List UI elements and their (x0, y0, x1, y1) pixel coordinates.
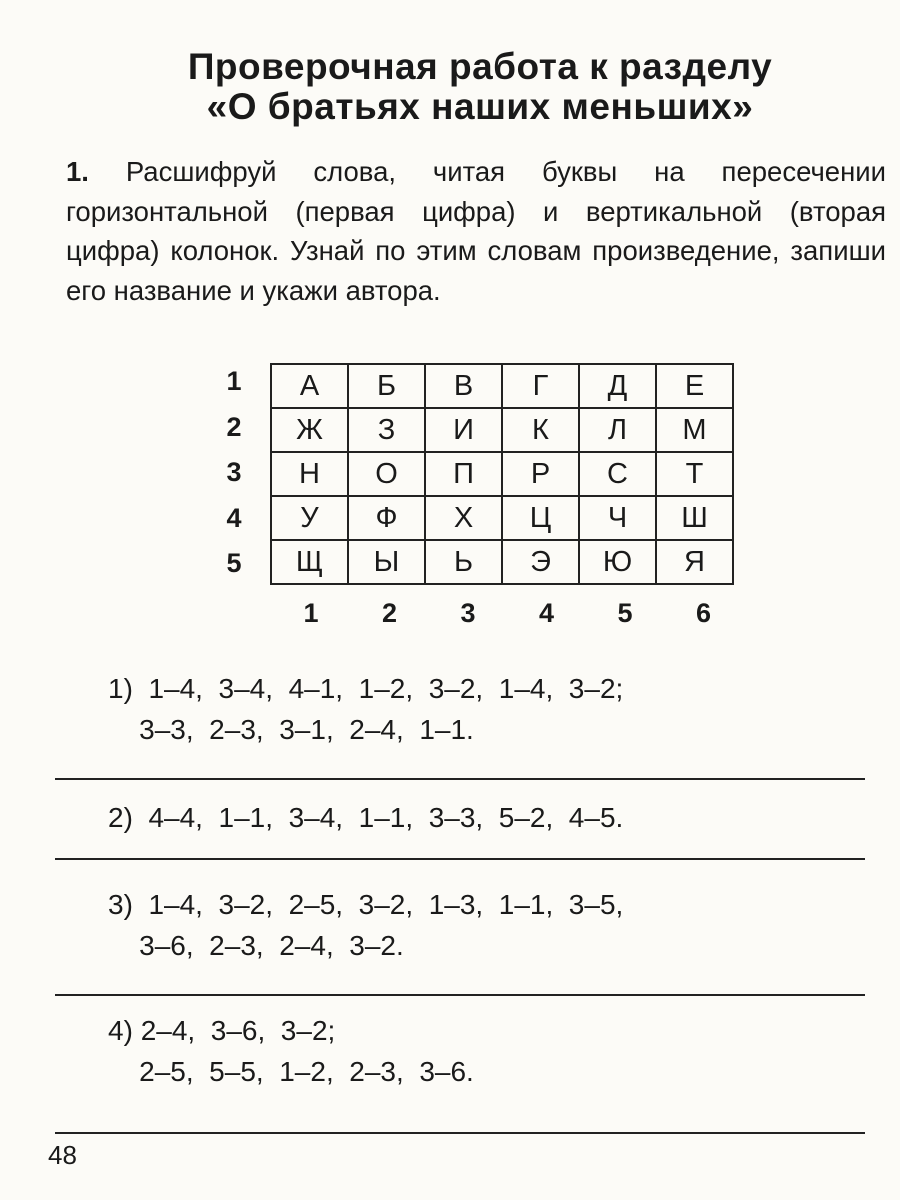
task-instructions (66, 152, 886, 310)
row-label: 3 (226, 457, 242, 487)
exercise-3: 3) 1–4, 3–2, 2–5, 3–2, 1–3, 1–1, 3–5, 3–6, 2–3, 2–4, 3–2. (108, 889, 624, 961)
grid-cell: В (425, 364, 502, 408)
grid-cell: Р (502, 452, 579, 496)
title-line-2: «О братьях наших меньших» (206, 86, 754, 127)
row-label: 2 (226, 411, 242, 442)
task-number: 1. (66, 156, 89, 187)
column-label: 6 (695, 598, 712, 628)
grid-cell: У (271, 496, 348, 540)
grid-cell: Г (502, 364, 579, 408)
grid-row (271, 452, 733, 496)
column-label: 2 (381, 598, 398, 628)
row-label: 1 (226, 366, 242, 396)
grid-row (271, 364, 733, 408)
grid-cell: Д (579, 364, 656, 408)
grid-cell: К (502, 408, 579, 452)
grid-cell: Я (656, 540, 733, 584)
answer-line-3[interactable] (55, 994, 865, 996)
grid-cell: Х (425, 496, 502, 540)
answer-line-2[interactable] (55, 858, 865, 860)
column-label: 3 (460, 598, 476, 628)
grid-cell: Ф (348, 496, 425, 540)
grid-cell: Е (656, 364, 733, 408)
grid-cell: Щ (271, 540, 348, 584)
grid-cell: Н (271, 452, 348, 496)
grid-cell: З (348, 408, 425, 452)
grid-cell: Ю (579, 540, 656, 584)
answer-line-1[interactable] (55, 778, 865, 780)
exercise-4: 4) 2–4, 3–6, 3–2; 2–5, 5–5, 1–2, 2–3, 3–6. (108, 1015, 474, 1087)
row-label: 5 (226, 548, 242, 578)
grid-cell: Л (579, 408, 656, 452)
grid-cell: Т (656, 452, 733, 496)
column-label: 4 (538, 598, 555, 628)
page-number: 48 (48, 1140, 77, 1170)
grid-cell: С (579, 452, 656, 496)
grid-cell: А (271, 364, 348, 408)
grid-cell: Ц (502, 496, 579, 540)
grid-cell: Б (348, 364, 425, 408)
row-label: 4 (226, 502, 242, 533)
exercise-2: 2) 4–4, 1–1, 3–4, 1–1, 3–3, 5–2, 4–5. (108, 802, 624, 833)
grid-cell: Ж (271, 408, 348, 452)
grid-cell: П (425, 452, 502, 496)
column-label: 5 (617, 598, 633, 628)
grid-cell: И (425, 408, 502, 452)
exercise-1: 1) 1–4, 3–4, 4–1, 1–2, 3–2, 1–4, 3–2; 3–3, 2–3, 3–1, 2–4, 1–1. (108, 673, 624, 745)
answer-line-4[interactable] (55, 1132, 865, 1134)
grid-row (271, 496, 733, 540)
title-line-1: Проверочная работа к разделу (187, 46, 773, 87)
grid-cell: Ы (348, 540, 425, 584)
letter-grid (270, 363, 734, 585)
grid-cell: Ч (579, 496, 656, 540)
grid-cell: М (656, 408, 733, 452)
grid-row (271, 540, 733, 584)
column-label: 1 (303, 598, 319, 628)
grid-cell: О (348, 452, 425, 496)
grid-cell: Ь (425, 540, 502, 584)
grid-cell: Ш (656, 496, 733, 540)
grid-cell: Э (502, 540, 579, 584)
task-text: Расшифруй слова, читая буквы на пересечении горизонтальной (первая цифра) и вертикальной (вторая цифра) колонок. Узнай по этим словам произведение, запиши его название и укажи автора. (66, 156, 886, 306)
grid-row (271, 408, 733, 452)
